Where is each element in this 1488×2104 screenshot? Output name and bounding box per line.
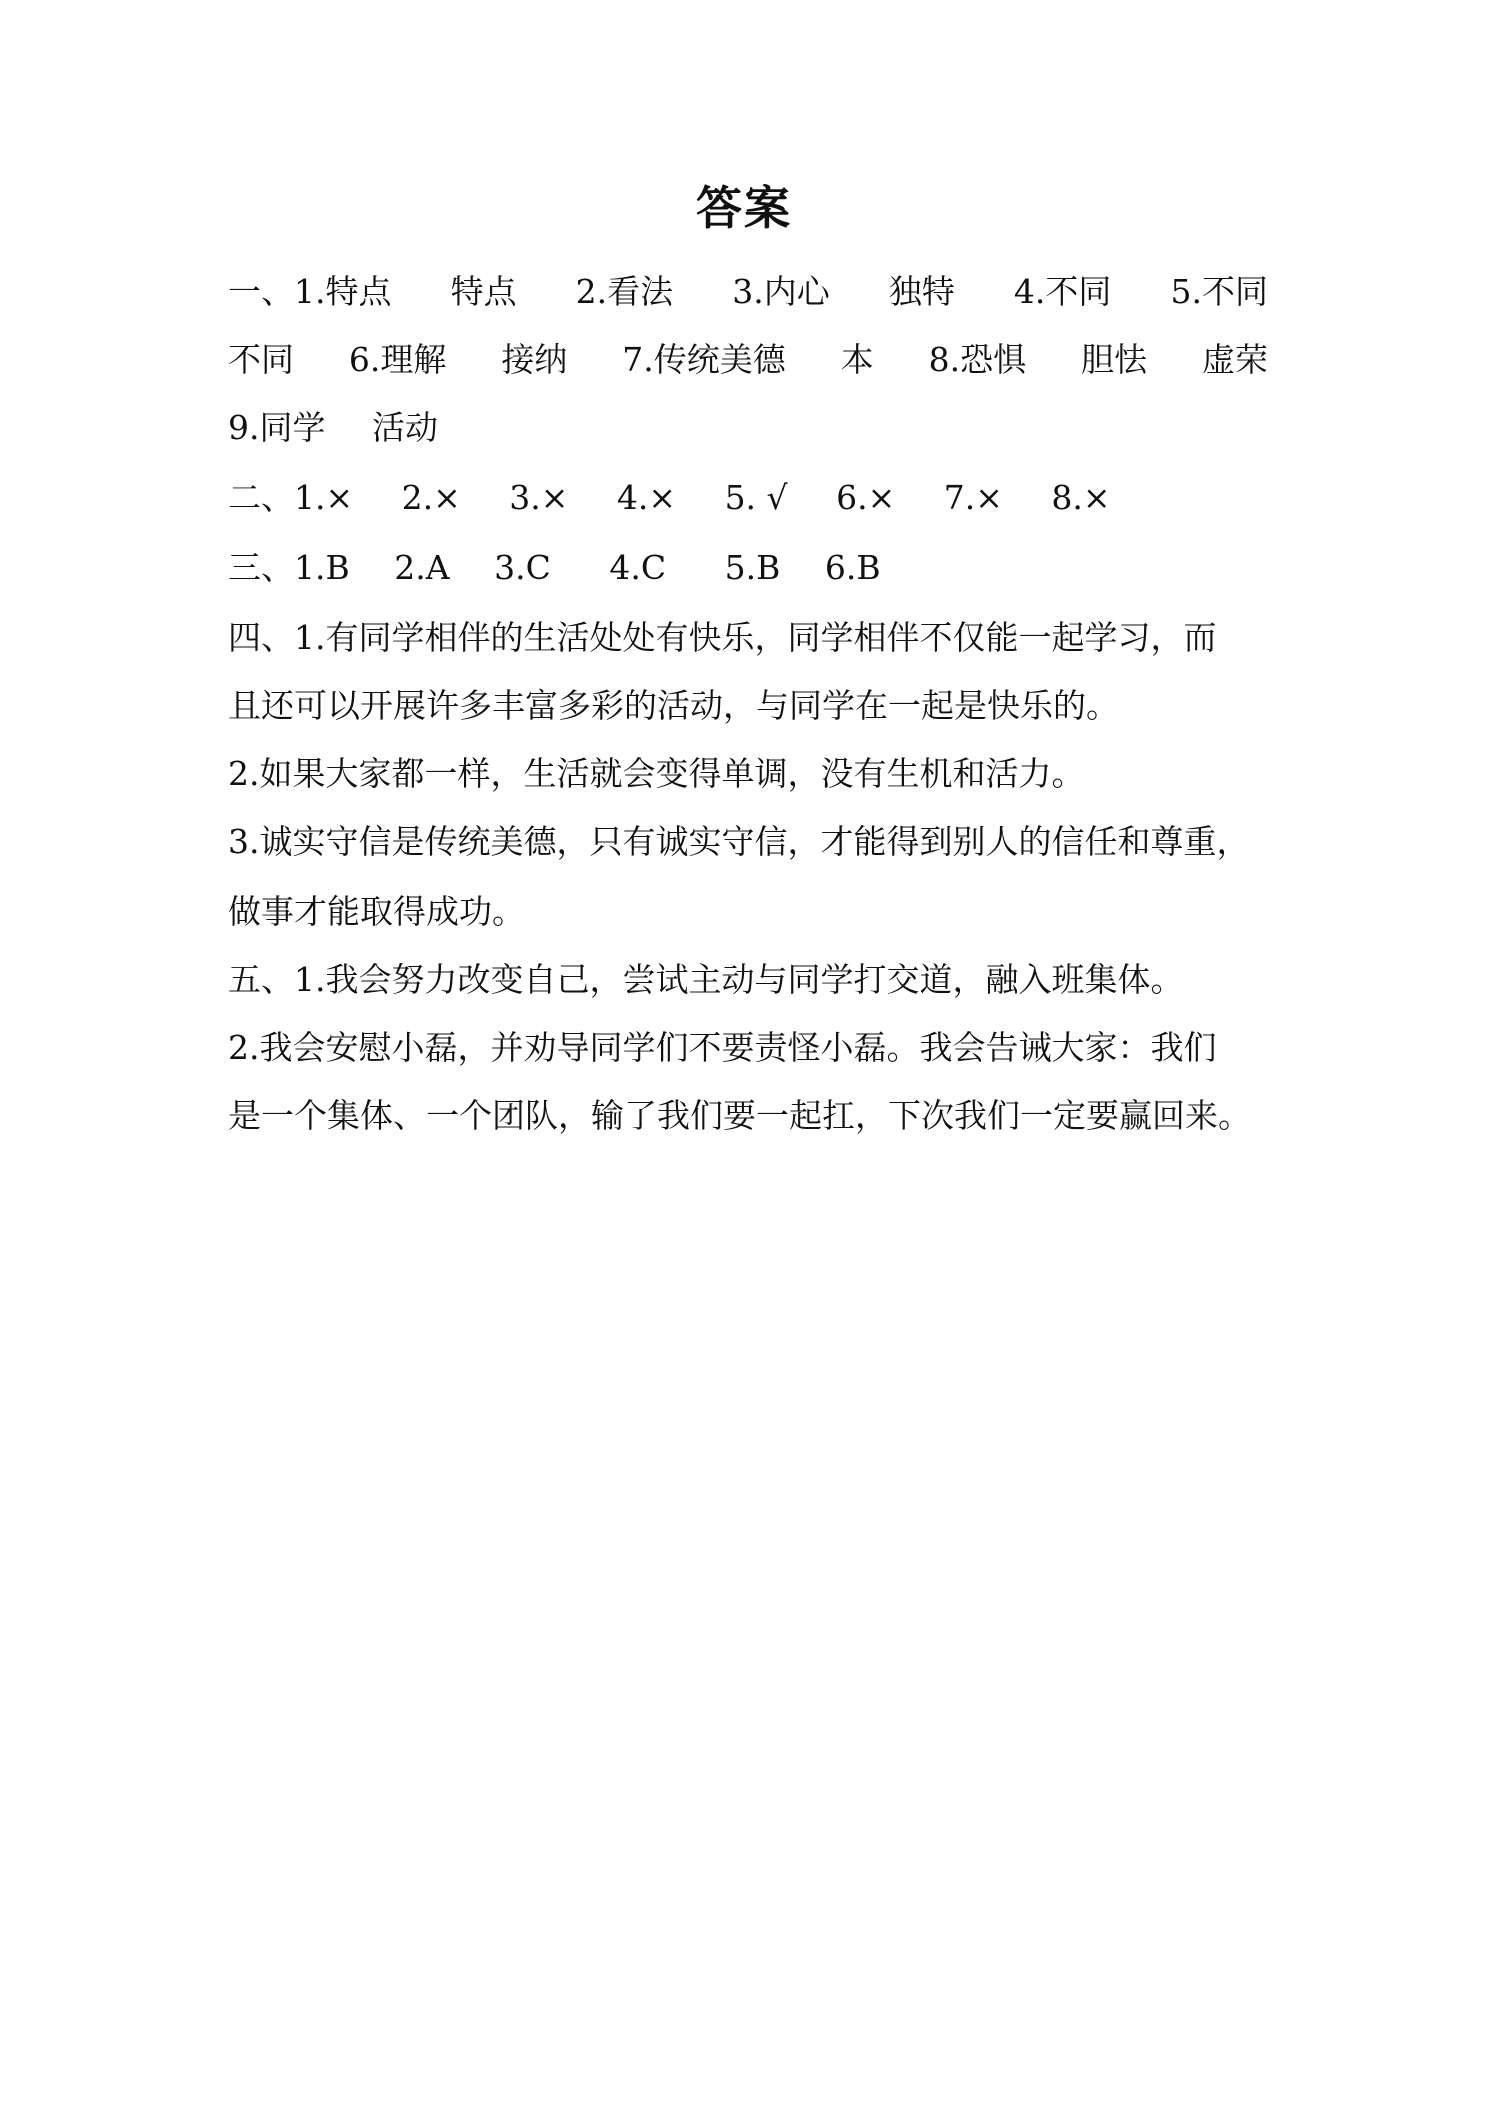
answer-item: 本 <box>840 340 874 379</box>
answer-item: 5.B <box>724 548 781 587</box>
section5-line3: 是一个集体、一个团队，输了我们要一起扛，下次我们一定要赢回来。 <box>228 1096 1251 1135</box>
section4-line4: 3.诚实守信是传统美德，只有诚实守信，才能得到别人的信任和尊重， <box>228 822 1250 861</box>
answer-item: 虚荣 <box>1201 340 1268 379</box>
page-title: 答案 <box>696 181 792 235</box>
answer-item: 2.A <box>394 548 450 587</box>
answer-item: 2.看法 <box>575 272 674 311</box>
section3-line <box>228 542 1268 594</box>
answer-item: 6.理解 <box>348 340 447 379</box>
answer-item: 3.× <box>509 478 569 517</box>
answer-item: 独特 <box>888 272 955 311</box>
answer-item: 3.内心 <box>732 272 830 311</box>
answer-item: 特点 <box>450 272 517 311</box>
section5-line2: 2.我会安慰小磊，并劝导同学们不要责怪小磊。我会告诫大家：我们 <box>228 1028 1217 1067</box>
section4-line5: 做事才能取得成功。 <box>228 892 525 931</box>
section1-line2 <box>228 334 1268 386</box>
answer-item: 接纳 <box>501 340 568 379</box>
answer-item: 活动 <box>372 408 438 447</box>
answer-item: 胆怯 <box>1081 340 1148 379</box>
answer-item: 6.× <box>836 478 896 517</box>
answer-item: 不同 <box>228 340 294 379</box>
answer-item: 4.× <box>616 478 677 517</box>
answer-item: 5. √ <box>724 478 788 517</box>
answer-item: 3.C <box>494 548 551 587</box>
answer-item: 9.同学 <box>228 408 326 447</box>
section4-line2: 且还可以开展许多丰富多彩的活动，与同学在一起是快乐的。 <box>228 686 1119 725</box>
section1-line1 <box>228 266 1268 318</box>
answer-item: 4.不同 <box>1013 272 1112 311</box>
answer-item: 8.× <box>1051 478 1111 517</box>
section4-line1: 四、1.有同学相伴的生活处处有快乐，同学相伴不仅能一起学习，而 <box>228 618 1217 657</box>
answer-item: 一、1.特点 <box>228 272 392 311</box>
section4-line3: 2.如果大家都一样，生活就会变得单调，没有生机和活力。 <box>228 754 1085 793</box>
section5-line1: 五、1.我会努力改变自己，尝试主动与同学打交道，融入班集体。 <box>228 960 1184 999</box>
answer-item: 7.传统美德 <box>622 340 786 379</box>
answer-item: 2.× <box>401 478 461 517</box>
answer-item: 二、1.× <box>228 478 354 517</box>
answer-item: 8.恐惧 <box>928 340 1027 379</box>
answer-item: 4.C <box>609 548 667 587</box>
answer-item: 7.× <box>943 478 1003 517</box>
section1-line3 <box>228 402 1268 454</box>
answer-item: 5.不同 <box>1170 272 1268 311</box>
answer-item: 6.B <box>824 548 881 587</box>
section2-line <box>228 472 1268 524</box>
answer-item: 三、1.B <box>228 548 350 587</box>
